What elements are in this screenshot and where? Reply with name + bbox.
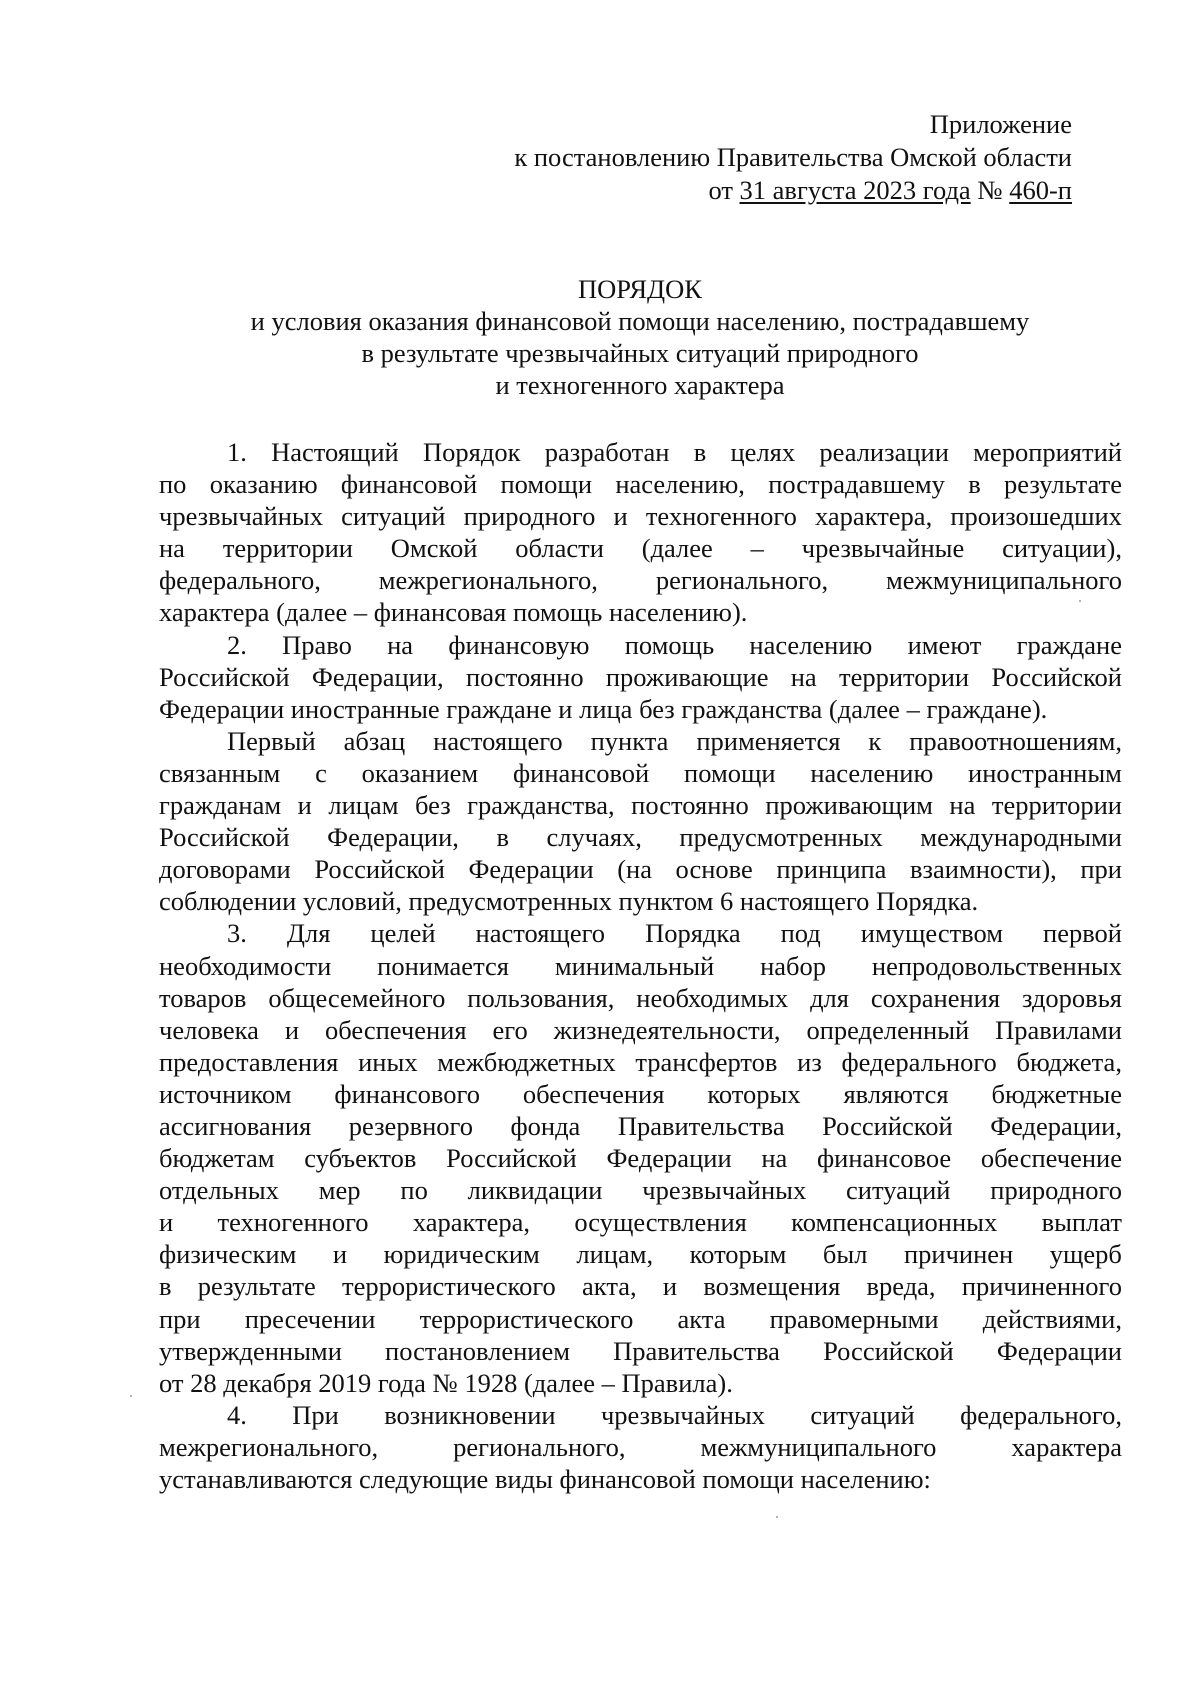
text-word: имеют: [907, 629, 982, 660]
text-word: территории: [991, 790, 1122, 821]
text-word: необходимости: [159, 950, 332, 981]
text-word: федерального: [841, 1046, 997, 1077]
text-word: реализации: [819, 437, 949, 467]
text-word: проживающим: [765, 790, 933, 821]
text-word: Правилами: [995, 1014, 1122, 1045]
text-word: Федерации,: [311, 661, 444, 692]
date-prefix: от: [708, 175, 740, 205]
text-word: Российской: [823, 1335, 954, 1366]
text-word: оказанием: [361, 757, 479, 788]
text-word: сохранения: [870, 982, 1001, 1013]
text-word: Федерации: [468, 854, 594, 885]
document-number: 460-п: [1009, 175, 1072, 205]
text-word: Для: [286, 918, 331, 949]
text-line: [159, 532, 1122, 564]
text-word: понимается: [377, 950, 509, 981]
text-line: [159, 436, 1122, 468]
text-word: природного: [990, 1175, 1122, 1206]
text-word: Омской: [390, 533, 478, 564]
text-word: произошедших: [950, 501, 1122, 532]
text-line: [159, 821, 1122, 853]
text-word: причиненного: [961, 1271, 1122, 1302]
text-word: иностранным: [968, 757, 1122, 788]
text-word: бюджета,: [1016, 1046, 1122, 1077]
text-line: [159, 950, 1122, 982]
title-line: и техногенного характера: [495, 370, 785, 400]
text-word: (далее: [641, 533, 713, 564]
text-word: Российской: [446, 1143, 577, 1174]
text-word: 3.: [227, 918, 247, 949]
text-word: мер: [318, 1175, 361, 1206]
text-word: финансовую: [448, 629, 590, 660]
text-word: физическим: [159, 1239, 297, 1270]
text-word: ситуаций: [810, 1399, 915, 1430]
text-word: на: [761, 1143, 788, 1174]
text-word: пункта: [590, 725, 669, 756]
text-word: был: [822, 1239, 868, 1270]
text-word: ситуаций: [846, 1175, 951, 1206]
text-word: помощи: [684, 757, 776, 788]
text-word: на: [159, 533, 185, 564]
text-word: характера: [1011, 1431, 1122, 1462]
text-word: (на: [617, 854, 652, 885]
text-word: финансового: [334, 1078, 480, 1109]
text-word: ассигнования: [159, 1110, 312, 1141]
text-word: природного: [463, 501, 596, 532]
text-word: области: [515, 533, 604, 564]
text-word: Правительства: [617, 1110, 785, 1141]
text-word: населению,: [615, 469, 745, 500]
text-word: человека: [159, 1014, 259, 1045]
text-word: пользования,: [467, 982, 615, 1013]
scan-speck: [776, 1516, 778, 1518]
text-word: населению: [810, 757, 934, 788]
text-word: осуществления: [574, 1207, 747, 1238]
text-word: чрезвычайные: [801, 533, 965, 564]
paragraph-2-continuation: [159, 725, 1122, 918]
text-word: настоящего: [475, 918, 606, 949]
text-line: [159, 1014, 1122, 1046]
text-word: техногенного: [645, 501, 797, 532]
text-word: обеспечение: [980, 1143, 1122, 1174]
text-line: [159, 1303, 1122, 1335]
text-word: регионального,: [655, 565, 829, 596]
text-word: и: [159, 1207, 174, 1238]
text-word: выплат: [1041, 1207, 1122, 1238]
text-word: федерального,: [960, 1399, 1122, 1430]
title-heading: ПОРЯДОК: [578, 274, 702, 304]
text-word: гражданам: [159, 790, 282, 821]
text-word: на: [949, 790, 976, 821]
scan-speck: [1079, 600, 1081, 602]
text-line: характера (далее – финансовая помощь населению).: [159, 597, 748, 628]
text-word: непродовольственных: [871, 950, 1122, 981]
text-word: лицам: [328, 790, 399, 821]
text-word: источником: [159, 1078, 292, 1109]
number-prefix: №: [970, 175, 1010, 205]
text-word: разработан: [544, 437, 670, 467]
text-word: с: [315, 757, 327, 788]
text-word: при: [159, 1303, 201, 1334]
text-word: Правительства: [613, 1335, 780, 1366]
text-word: абзац: [343, 725, 406, 756]
text-word: постоянно: [631, 790, 749, 821]
text-line: [159, 1142, 1122, 1174]
text-word: взаимности),: [910, 854, 1057, 885]
appendix-label: Приложение: [929, 109, 1072, 139]
text-word: необходимых: [636, 982, 789, 1013]
text-word: и: [297, 790, 312, 821]
text-line: [159, 1110, 1122, 1142]
text-word: фонда: [510, 1110, 581, 1141]
title-line: в результате чрезвычайных ситуаций природного: [361, 338, 919, 368]
text-word: связанным: [159, 757, 281, 788]
text-word: Настоящий: [271, 437, 399, 467]
text-line: [159, 1270, 1122, 1302]
text-word: жизнедеятельности,: [553, 1014, 781, 1045]
text-word: проживающие: [605, 661, 769, 692]
text-word: из: [797, 1046, 822, 1077]
text-word: и: [662, 1271, 678, 1302]
text-word: межбюджетных: [437, 1046, 616, 1077]
text-line: от 28 декабря 2019 года № 1928 (далее – Правила).: [159, 1367, 733, 1398]
title-line: и условия оказания финансовой помощи населению, пострадавшему: [250, 306, 1030, 336]
text-word: и: [284, 1014, 300, 1045]
text-word: межрегионального,: [159, 1431, 379, 1462]
text-word: товаров: [159, 982, 247, 1013]
text-line: устанавливаются следующие виды финансовой помощи населению:: [159, 1464, 931, 1494]
text-word: мероприятий: [973, 437, 1122, 467]
text-word: настоящего: [433, 725, 563, 756]
text-word: под: [780, 918, 821, 949]
text-word: –: [750, 533, 764, 564]
text-word: Федерации,: [990, 1110, 1122, 1141]
text-word: правомерными: [769, 1303, 939, 1334]
text-word: чрезвычайных: [159, 501, 323, 532]
text-word: возникновении: [384, 1399, 556, 1430]
text-word: здоровья: [1021, 982, 1122, 1013]
text-word: территории: [222, 533, 353, 564]
text-word: ликвидации: [467, 1175, 603, 1206]
text-word: являются: [843, 1078, 949, 1109]
document-title: [160, 273, 1120, 401]
text-word: для: [810, 982, 849, 1013]
text-word: общесемейного: [268, 982, 446, 1013]
text-word: и: [332, 1239, 348, 1270]
document-date: 31 августа 2023 года: [739, 175, 971, 205]
text-word: ситуаций: [341, 501, 446, 532]
text-word: имуществом: [860, 918, 1004, 949]
text-word: бюджетам: [159, 1143, 275, 1174]
text-word: на: [790, 661, 817, 692]
text-line: соблюдении условий, предусмотренных пунктом 6 настоящего Порядка.: [159, 886, 979, 917]
text-word: первой: [1043, 918, 1122, 949]
text-word: без: [414, 790, 451, 821]
paragraph-2: [159, 629, 1122, 725]
text-word: на: [387, 629, 414, 660]
text-line: [159, 629, 1122, 661]
text-word: 4.: [227, 1399, 247, 1430]
text-word: Российской: [991, 661, 1122, 692]
text-word: минимальный: [554, 950, 715, 981]
text-word: в: [693, 437, 707, 467]
text-word: чрезвычайных: [642, 1175, 807, 1206]
text-word: обеспечения: [325, 1014, 467, 1045]
text-word: в: [159, 1271, 172, 1302]
text-word: ущерб: [1049, 1239, 1122, 1270]
paragraph-1: [159, 436, 1122, 629]
document-body: [159, 436, 1122, 1495]
text-word: финансовой: [512, 757, 650, 788]
text-word: Федерации: [606, 1143, 732, 1174]
text-word: и: [613, 501, 628, 532]
text-line: [159, 1335, 1122, 1367]
text-word: при: [1080, 854, 1122, 885]
text-word: которых: [707, 1078, 801, 1109]
text-line: [159, 917, 1122, 949]
text-line: [159, 1046, 1122, 1078]
appendix-reference: к постановлению Правительства Омской области: [514, 142, 1072, 172]
text-word: техногенного: [217, 1207, 369, 1238]
text-line: [159, 468, 1122, 500]
text-word: акта: [677, 1303, 726, 1334]
text-word: вреда,: [866, 1271, 936, 1302]
text-word: случаях,: [546, 822, 642, 853]
text-word: помощь: [624, 629, 715, 660]
text-word: межмуниципального: [700, 1431, 937, 1462]
text-word: характера,: [412, 1207, 531, 1238]
text-word: Первый: [227, 725, 316, 756]
text-word: предоставления: [159, 1046, 339, 1077]
text-word: его: [492, 1014, 528, 1045]
text-word: в: [496, 822, 509, 853]
text-word: федерального,: [159, 565, 321, 596]
text-word: Российской: [159, 822, 290, 853]
text-word: финансовой: [340, 469, 478, 500]
text-word: действиями,: [982, 1303, 1122, 1334]
text-word: договорами: [159, 854, 291, 885]
text-line: [159, 1399, 1122, 1431]
scan-speck: [130, 1395, 132, 1397]
appendix-date-line: [514, 174, 1072, 207]
text-word: территории: [838, 661, 970, 692]
text-word: которым: [689, 1239, 787, 1270]
text-word: регионального,: [453, 1431, 626, 1462]
text-line: [159, 500, 1122, 532]
text-word: иных: [358, 1046, 418, 1077]
text-line: [159, 789, 1122, 821]
text-word: определенный: [806, 1014, 970, 1045]
paragraph-4: [159, 1399, 1122, 1495]
text-word: отдельных: [159, 1175, 279, 1206]
appendix-header: [514, 108, 1072, 207]
text-word: утвержденными: [159, 1335, 342, 1366]
text-word: ситуации),: [1002, 533, 1122, 564]
text-word: бюджетные: [991, 1078, 1122, 1109]
text-word: чрезвычайных: [600, 1399, 765, 1430]
text-word: лицам,: [576, 1239, 654, 1270]
text-line: [159, 661, 1122, 693]
text-word: Порядка: [645, 918, 741, 949]
text-word: обеспечения: [522, 1078, 665, 1109]
text-word: юридическим: [383, 1239, 540, 1270]
text-line: [159, 725, 1122, 757]
text-word: Российской: [314, 854, 445, 885]
text-line: [159, 1174, 1122, 1206]
text-word: финансовое: [817, 1143, 952, 1174]
text-word: в: [968, 469, 981, 500]
text-word: гражданства,: [467, 790, 615, 821]
text-word: субъектов: [304, 1143, 417, 1174]
text-word: результате: [197, 1271, 316, 1302]
text-line: Федерации иностранные граждане и лица без гражданства (далее – граждане).: [159, 693, 1048, 724]
text-word: граждане: [1016, 629, 1122, 660]
text-line: [159, 853, 1122, 885]
text-word: Российской: [159, 661, 290, 692]
text-word: возмещения: [703, 1271, 841, 1302]
text-word: 1.: [227, 437, 247, 467]
text-line: [159, 564, 1122, 596]
text-word: резервного: [348, 1110, 473, 1141]
text-word: целях: [730, 437, 796, 467]
text-word: компенсационных: [791, 1207, 998, 1238]
text-word: к: [868, 725, 882, 756]
text-word: результате: [1004, 469, 1122, 500]
text-word: целей: [370, 918, 436, 949]
text-word: Федерации: [996, 1335, 1122, 1366]
text-line: [159, 1206, 1122, 1238]
text-word: предусмотренных: [679, 822, 883, 853]
text-line: [159, 1078, 1122, 1110]
text-word: Федерации,: [327, 822, 459, 853]
text-word: набор: [760, 950, 827, 981]
text-word: пострадавшему: [768, 469, 945, 500]
text-word: межрегионального,: [378, 565, 598, 596]
text-word: характера,: [815, 501, 933, 532]
text-line: [159, 982, 1122, 1014]
text-word: применяется: [696, 725, 841, 756]
text-line: [159, 757, 1122, 789]
text-word: Российской: [822, 1110, 953, 1141]
text-word: помощи: [500, 469, 593, 500]
text-word: постоянно: [465, 661, 584, 692]
text-word: основе: [675, 854, 753, 885]
text-word: Право: [282, 629, 352, 660]
text-word: по: [400, 1175, 428, 1206]
text-word: При: [292, 1399, 339, 1430]
text-word: межмуниципального: [886, 565, 1122, 596]
text-word: Порядок: [423, 437, 521, 467]
text-word: по: [159, 469, 187, 500]
text-line: [159, 1431, 1122, 1463]
text-word: оказанию: [209, 469, 318, 500]
text-word: правоотношениям,: [909, 725, 1122, 756]
text-word: принципа: [776, 854, 887, 885]
text-word: международными: [920, 822, 1122, 853]
text-word: населению: [749, 629, 873, 660]
text-word: террористического: [419, 1303, 634, 1334]
text-word: пресечении: [244, 1303, 376, 1334]
text-line: [159, 1238, 1122, 1270]
text-word: трансфертов: [635, 1046, 778, 1077]
text-word: постановлением: [385, 1335, 571, 1366]
text-word: 2.: [227, 629, 247, 660]
text-word: акта,: [582, 1271, 637, 1302]
text-word: причинен: [903, 1239, 1014, 1270]
paragraph-3: [159, 917, 1122, 1398]
text-word: террористического: [341, 1271, 556, 1302]
